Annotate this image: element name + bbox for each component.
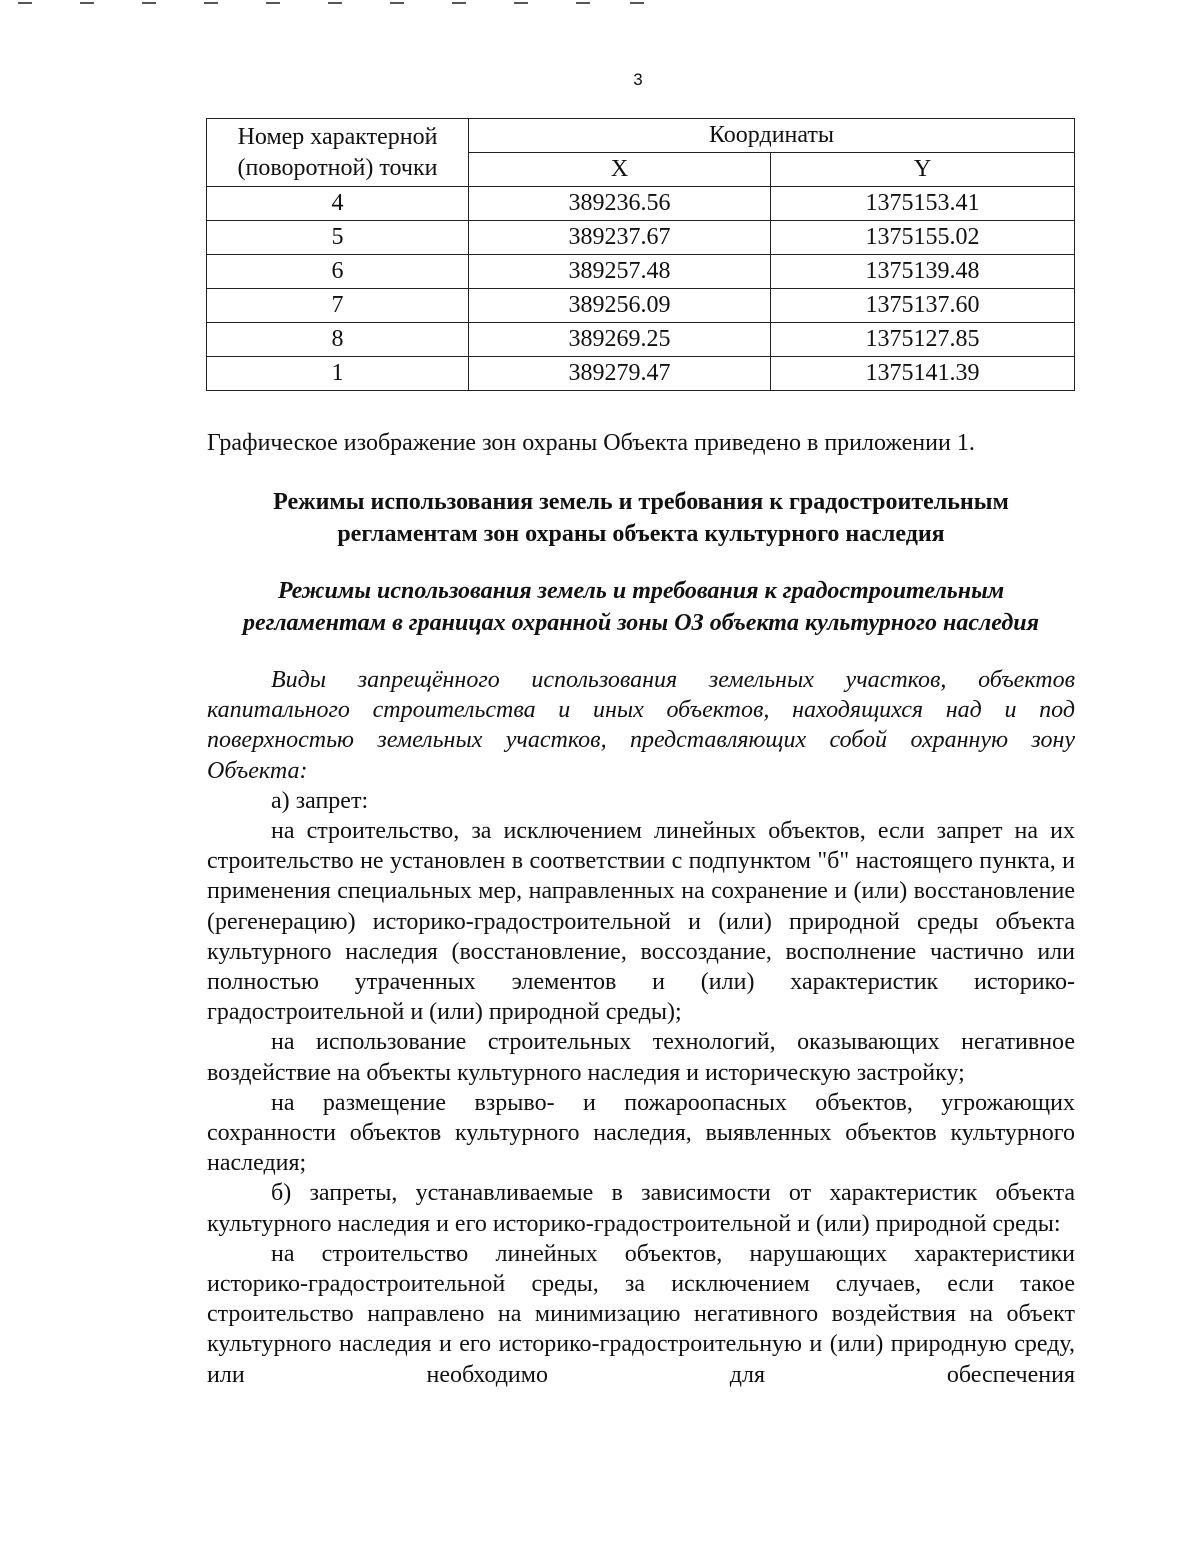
cell-x: 389236.56 [469, 187, 771, 221]
cell-y: 1375127.85 [771, 323, 1075, 357]
cell-point: 6 [207, 255, 469, 289]
cell-x: 389257.48 [469, 255, 771, 289]
section-heading [207, 486, 1075, 550]
cell-point: 7 [207, 289, 469, 323]
cell-point: 4 [207, 187, 469, 221]
subsection-heading-line: регламентам в границах охранной зоны ОЗ объекта культурного наследия [243, 610, 1039, 636]
cell-x: 389256.09 [469, 289, 771, 323]
paragraph: на строительство, за исключением линейных объектов, если запрет на их строительство не установлен в соответствии с подпунктом "б" настоящего пункта, и применения специальных мер, направленных на сохранение и (или) восстановление (регенерацию) историко-градостроительной и (или) природной среды объекта культурного наследия (восстановление, воссоздание, восполнение частично или полностью утраченных элементов и (или) характеристик историко-градостроительной и (или) природной среды); [207, 818, 1075, 1026]
paragraph: а) запрет: [271, 787, 369, 814]
cell-y: 1375153.41 [771, 187, 1075, 221]
cell-y: 1375139.48 [771, 255, 1075, 289]
cell-point: 8 [207, 323, 469, 357]
cell-y: 1375155.02 [771, 221, 1075, 255]
paragraph: на использование строительных технологий, оказывающих негативное воздействие на объекты культурного наследия и историческую застройку; [207, 1029, 1075, 1086]
paragraph: на строительство линейных объектов, нарушающих характеристики историко-градостроительной среды, за исключением случаев, если такое строительство направлено на минимизацию негативного воздействия на объект культурного наследия и его историко-градостроительную и (или) природную среду, или необходимо для обеспечения [207, 1240, 1075, 1388]
cell-point: 5 [207, 221, 469, 255]
appendix-note: Графическое изображение зон охраны Объекта приведено в приложении 1. [207, 430, 975, 456]
paragraph-intro: Виды запрещённого использования земельных участков, объектов капитального строительства и иных объектов, находящихся над и под поверхностью земельных участков, представляющих собой охранную зону Объекта: [207, 667, 1075, 784]
coordinates-table [206, 118, 1075, 391]
subsection-heading [207, 575, 1075, 639]
header-y: Y [771, 153, 1075, 187]
paragraph: на размещение взрыво- и пожароопасных объектов, угрожающих сохранности объектов культурного наследия, выявленных объектов культурного наследия; [207, 1089, 1075, 1177]
page-number: 3 [633, 70, 643, 89]
cell-x: 389279.47 [469, 357, 771, 391]
section-heading-line: регламентам зон охраны объекта культурного наследия [337, 521, 945, 547]
table-header-row [207, 119, 1075, 153]
header-coordinates: Координаты [469, 119, 1075, 153]
scan-artifact-dashes [0, 0, 660, 6]
cell-x: 389237.67 [469, 221, 771, 255]
document-body [207, 665, 1075, 1390]
table-row [207, 187, 1075, 221]
cell-y: 1375141.39 [771, 357, 1075, 391]
table-row [207, 255, 1075, 289]
table-row [207, 323, 1075, 357]
cell-x: 389269.25 [469, 323, 771, 357]
paragraph: б) запреты, устанавливаемые в зависимости от характеристик объекта культурного наследия и его историко-градостроительной и (или) природной среды: [207, 1180, 1075, 1237]
cell-y: 1375137.60 [771, 289, 1075, 323]
subsection-heading-line: Режимы использования земель и требования к градостроительным [277, 578, 1005, 604]
section-heading-line: Режимы использования земель и требования к градостроительным [273, 489, 1009, 515]
table-row [207, 357, 1075, 391]
table-row [207, 221, 1075, 255]
header-x: X [469, 153, 771, 187]
cell-point: 1 [207, 357, 469, 391]
header-point-number: Номер характерной (поворотной) точки [207, 119, 469, 187]
table-row [207, 289, 1075, 323]
